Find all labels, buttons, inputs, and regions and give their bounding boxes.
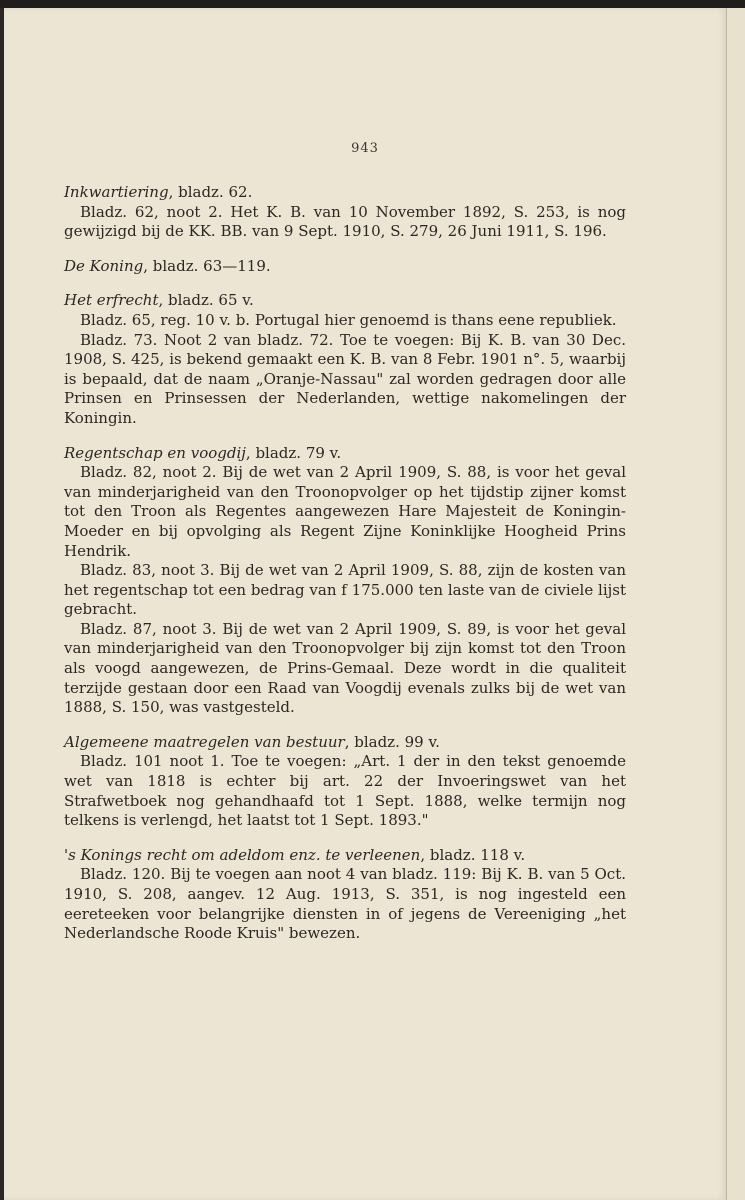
heading-title: 's Konings recht om adeldom enz. te verleenen xyxy=(64,845,421,864)
paragraph: Bladz. 87, noot 3. Bij de wet van 2 April 1909, S. 89, is voor het geval van minderjarigheid van den Troonopvolger bij zijn komst tot den Troon als voogd aangewezen, de Prins-Gemaal. Deze wordt in die qualiteit terzijde gestaan door een Raad van Voogdij evenals zulks bij de wet van 1888, S. 150, was vastgesteld. xyxy=(64,619,626,717)
scan-top-edge xyxy=(0,0,745,8)
paragraph: Bladz. 120. Bij te voegen aan noot 4 van bladz. 119: Bij K. B. van 5 Oct. 1910, S. 208, aangev. 12 Aug. 1913, S. 351, is nog ingesteld een eereteeken voor belangrijke diensten in of jegens de Vereeniging „het Nederlandsche Roode Kruis" bewezen. xyxy=(64,865,626,943)
paragraph: Bladz. 73. Noot 2 van bladz. 72. Toe te voegen: Bij K. B. van 30 Dec. 1908, S. 425, is bekend gemaakt een K. B. van 8 Febr. 1901 n°. 5, waarbij is bepaald, dat de naam „Oranje-Nassau" zal worden gedragen door alle Prinsen en Prinsessen der Nederlanden, wettige nakomelingen der Koningin. xyxy=(64,330,626,427)
section-de-koning xyxy=(64,257,626,277)
paragraph: Bladz. 83, noot 3. Bij de wet van 2 April 1909, S. 88, zijn de kosten van het regentschap tot een bedrag van f 175.000 ten laste van de civiele lijst gebracht. xyxy=(64,561,626,619)
heading-ref: , bladz. 65 v. xyxy=(158,291,254,310)
heading-title: Het erfrecht xyxy=(64,291,159,310)
page-edge xyxy=(726,8,745,1200)
book-page xyxy=(4,8,726,1200)
section-inkwartiering xyxy=(64,183,626,242)
heading-ref: , bladz. 79 v. xyxy=(245,443,342,462)
heading-ref: , bladz. 62. xyxy=(168,183,253,201)
heading-ref: , bladz. 99 v. xyxy=(344,732,440,751)
paragraph: Bladz. 101 noot 1. Toe te voegen: „Art. 1 der in den tekst genoemde wet van 1818 is echter bij art. 22 der Invoeringswet van het Strafwetboek nog gehandhaafd tot 1 Sept. 1888, welke termijn nog telkens is verlengd, het laatst tot 1 Sept. 1893." xyxy=(64,752,626,830)
page-number: 943 xyxy=(351,141,379,156)
section-het-erfrecht xyxy=(64,291,626,428)
section-heading xyxy=(64,733,626,753)
section-heading xyxy=(64,183,626,203)
heading-title: Regentschap en voogdij xyxy=(64,443,246,462)
section-heading xyxy=(64,257,626,277)
section-algemeene-maatregelen xyxy=(64,733,626,831)
heading-ref: , bladz. 63—119. xyxy=(143,256,271,275)
section-adeldom xyxy=(64,846,626,944)
paragraph: Bladz. 65, reg. 10 v. b. Portugal hier genoemd is thans eene republiek. xyxy=(80,310,617,329)
page-content xyxy=(64,183,626,959)
heading-ref: , bladz. 118 v. xyxy=(420,845,526,864)
heading-title: Algemeene maatregelen van bestuur xyxy=(64,732,345,751)
paragraph: Bladz. 62, noot 2. Het K. B. van 10 November 1892, S. 253, is nog gewijzigd bij de KK. BB. van 9 Sept. 1910, S. 279, 26 Juni 1911, S. 196. xyxy=(64,202,626,241)
section-regentschap xyxy=(64,444,626,718)
paragraph: Bladz. 82, noot 2. Bij de wet van 2 April 1909, S. 88, is voor het geval van minderjarigheid van den Troonopvolger op het tijdstip zijner komst tot den Troon als Regentes aangewezen Hare Majesteit de Koningin-Moeder en bij opvolging als Regent Zijne Koninklijke Hoogheid Prins Hendrik. xyxy=(64,463,626,560)
section-heading xyxy=(64,444,626,464)
heading-title: De Koning xyxy=(64,256,144,275)
section-heading xyxy=(64,846,626,866)
heading-title: Inkwartiering xyxy=(64,183,169,201)
section-heading xyxy=(64,291,626,311)
